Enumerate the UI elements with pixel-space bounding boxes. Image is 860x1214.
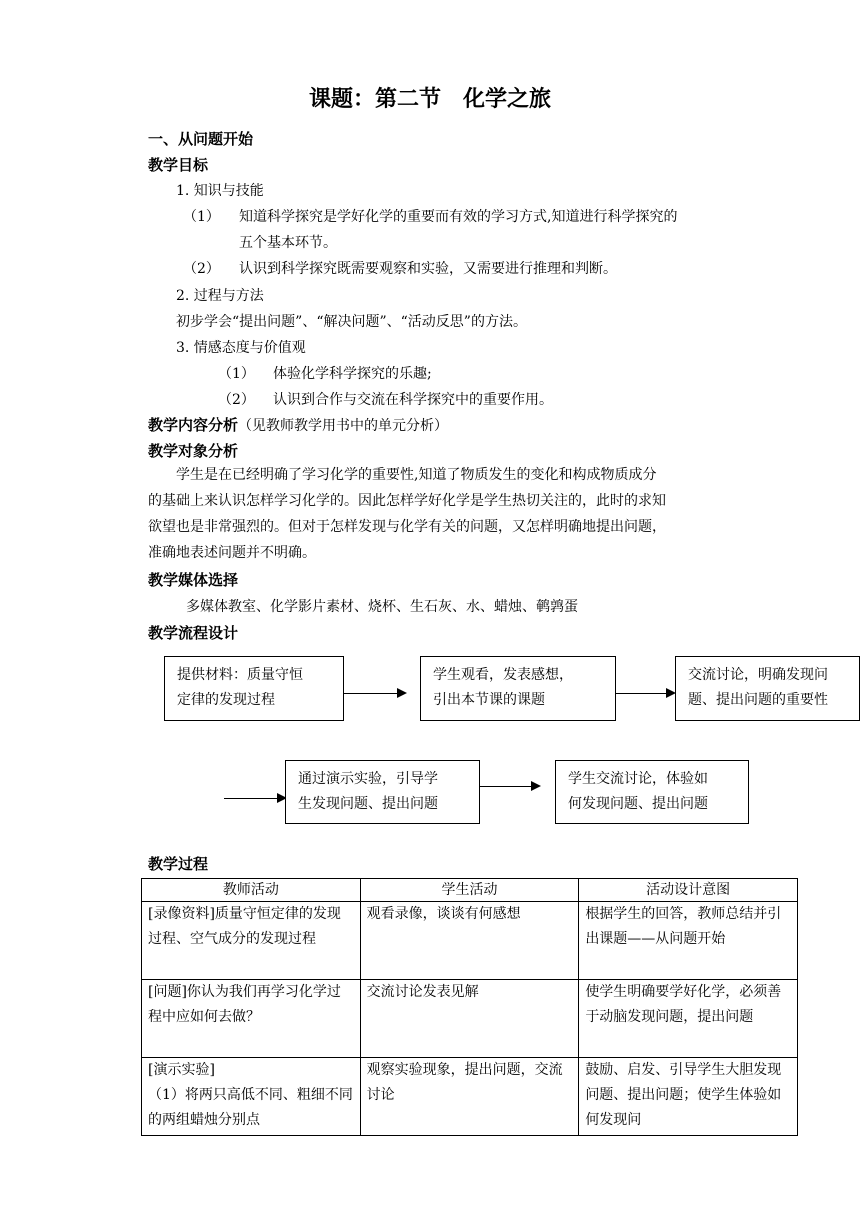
table-row [142, 1058, 798, 1136]
paragraph-line: 准确地表述问题并不明确。 [148, 545, 316, 561]
section-heading: 一、从问题开始 [148, 130, 254, 148]
table-cell: 使学生明确要学好化学，必须善于动脑发现问题，提出问题 [579, 980, 798, 1058]
flow-heading: 教学流程设计 [148, 624, 239, 642]
flow-box-line: 通过演示实验，引导学 [298, 771, 438, 787]
table-header-row [142, 879, 798, 902]
goal-text: 认识到合作与交流在科学探究中的重要作用。 [273, 392, 553, 408]
flow-box [675, 656, 860, 721]
table-cell: 鼓励、启发、引导学生大胆发现问题、提出问题；使学生体验如何发现问 [579, 1058, 798, 1136]
goal-num: （2） [218, 392, 255, 408]
goal-text: 体验化学科学探究的乐趣; [273, 366, 432, 382]
column-header: 学生活动 [360, 879, 579, 902]
flow-box-line: 交流讨论，明确发现问 [688, 667, 828, 683]
flow-box-line: 何发现问题、提出问题 [568, 796, 708, 812]
content-analysis-title: 教学内容分析 [148, 416, 239, 434]
flow-arrow [480, 786, 539, 787]
table-cell: [演示实验] （1）将两只高低不同、粗细不同的两组蜡烛分别点 [142, 1058, 361, 1136]
goal-emotion: 3. 情感态度与价值观 [176, 340, 306, 356]
process-table [141, 878, 798, 1136]
table-cell: [问题]你认为我们再学习化学过程中应如何去做？ [142, 980, 361, 1058]
goals-heading: 教学目标 [148, 156, 209, 174]
flow-box-line: 提供材料：质量守恒 [177, 667, 303, 683]
goal-text: 认识到科学探究既需要观察和实验，又需要进行推理和判断。 [239, 261, 617, 277]
table-cell: 根据学生的回答，教师总结并引出课题——从问题开始 [579, 902, 798, 980]
table-cell: 观察实验现象，提出问题，交流讨论 [360, 1058, 579, 1136]
goal-num: （1） [218, 366, 255, 382]
table-row [142, 980, 798, 1058]
content-analysis-heading [148, 414, 448, 435]
process-heading: 教学过程 [148, 855, 209, 873]
flow-arrow [344, 693, 405, 694]
table-row [142, 902, 798, 980]
media-text: 多媒体教室、化学影片素材、烧杯、生石灰、水、蜡烛、鹌鹑蛋 [186, 599, 578, 615]
paragraph-line: 欲望也是非常强烈的。但对于怎样发现与化学有关的问题，又怎样明确地提出问题， [148, 519, 666, 535]
media-heading: 教学媒体选择 [148, 571, 239, 589]
object-analysis-heading: 教学对象分析 [148, 442, 239, 460]
goal-text: 知道科学探究是学好化学的重要而有效的学习方式,知道进行科学探究的 [239, 209, 678, 225]
goal-process: 2. 过程与方法 [176, 288, 264, 304]
goal-num: （2） [183, 261, 220, 277]
flow-box-line: 学生交流讨论，体验如 [568, 771, 708, 787]
flow-box [164, 656, 344, 721]
goal-num: （1） [183, 209, 220, 225]
column-header: 活动设计意图 [579, 879, 798, 902]
page-title: 课题：第二节 化学之旅 [308, 86, 551, 112]
flow-box-line: 学生观看，发表感想， [433, 667, 573, 683]
flow-box-line: 生发现问题、提出问题 [298, 796, 438, 812]
goal-knowledge: 1. 知识与技能 [176, 183, 264, 199]
goal-text: 初步学会“提出问题”、“解决问题”、“活动反思”的方法。 [176, 314, 527, 330]
flow-box-line: 引出本节课的课题 [433, 692, 545, 708]
flow-box-line: 定律的发现过程 [177, 692, 275, 708]
table-cell: 交流讨论发表见解 [360, 980, 579, 1058]
column-header: 教师活动 [142, 879, 361, 902]
flow-box [555, 760, 749, 824]
flow-arrow [616, 693, 674, 694]
flow-box [420, 656, 616, 721]
paragraph-line: 学生是在已经明确了学习化学的重要性,知道了物质发生的变化和构成物质成分 [176, 467, 657, 483]
table-cell: [录像资料]质量守恒定律的发现过程、空气成分的发现过程 [142, 902, 361, 980]
paragraph-line: 的基础上来认识怎样学习化学的。因此怎样学好化学是学生热切关注的，此时的求知 [148, 493, 666, 509]
flow-box-line: 题、提出问题的重要性 [688, 692, 828, 708]
goal-text: 五个基本环节。 [239, 235, 337, 251]
table-cell: 观看录像，谈谈有何感想 [360, 902, 579, 980]
flow-arrow [224, 798, 285, 799]
content-analysis-note: （见教师教学用书中的单元分析） [238, 418, 449, 434]
flow-box [285, 760, 480, 824]
